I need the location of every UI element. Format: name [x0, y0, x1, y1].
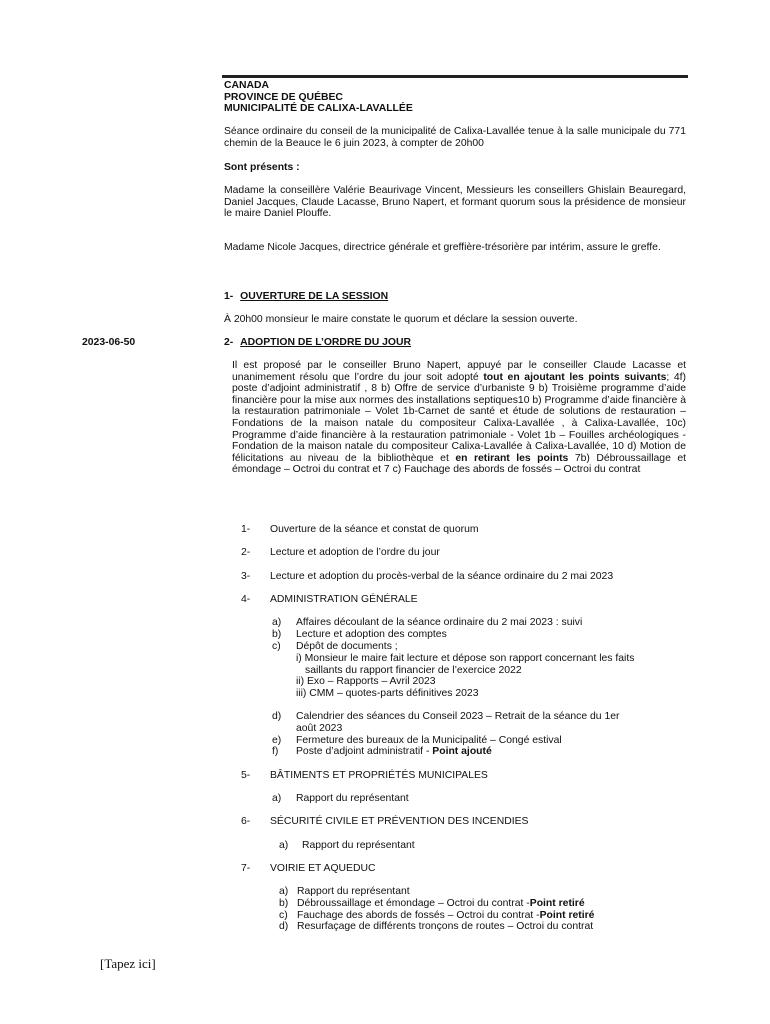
resolution-bold-added: tout en ajoutant les points suivants	[483, 371, 667, 383]
header-municipality: MUNICIPALITÉ DE CALIXA-LAVALLÉE	[224, 103, 413, 115]
sub-item-label: Affaires découlant de la séance ordinaire du 2 mai 2023 : suivi	[296, 617, 583, 628]
agenda-item-label: SÉCURITÉ CIVILE ET PRÉVENTION DES INCENDIES	[270, 816, 529, 827]
presents-title: Sont présents :	[224, 162, 300, 173]
sub-item-letter: a)	[272, 793, 282, 804]
agenda-item-number: 7-	[241, 863, 251, 874]
sub-item-letter: b)	[272, 629, 282, 640]
resolution-text-part-1: Il est proposé par le conseiller Bruno Napert, appuyé par le conseiller Claude Lacasse et unanimement résolu que l’ordre du jour soit adopté	[232, 360, 686, 383]
agenda-item-label: ADMINISTRATION GÉNÉRALE	[270, 594, 418, 605]
sub-item-letter: b)	[279, 898, 289, 909]
point-added-badge: Point ajouté	[432, 746, 492, 757]
resolution-text-part-2: ; 4f) poste d’adjoint administratif , 8 b) Offre de service d’urbaniste 9 b) Troisième programme d’aide financière pour la mise aux normes des installations septiques10 b) Programme d’aide financière à la restauration patrimoniale – Volet 1b-Carnet de santé et étude de solutions de restauration – Fondations de la maison natale du compositeur Calixa-Lavallée , à Calixa-Lavallée, 10c) Programme d’aide financière à la restauration patrimoniale - Volet 1b – Fouilles archéologiques - Fondation de la maison natale du compositeur Calixa-Lavallée à Calixa-Lavallée, 10 d) Motion de félicitations au niveau de la bibliothèque et	[232, 371, 686, 464]
section-1-number: 1-	[224, 291, 234, 302]
section-1-title: OUVERTURE DE LA SESSION	[240, 291, 389, 302]
section-1-heading	[224, 291, 388, 303]
header-province: PROVINCE DE QUÉBEC	[224, 91, 343, 103]
section-2-resolution-text	[232, 360, 686, 476]
sub-sub-item-label: saillants du rapport financier de l’exercice 2022	[305, 665, 522, 676]
agenda-item-number: 6-	[241, 816, 251, 827]
section-2-title: ADOPTION DE L’ORDRE DU JOUR	[240, 337, 412, 348]
sub-item-label: Lecture et adoption des comptes	[296, 629, 447, 640]
sub-item-label	[297, 910, 594, 922]
sub-item-label: Rapport du représentant	[296, 793, 409, 804]
resolution-number: 2023-06-50	[82, 337, 136, 348]
sub-item-letter: c)	[279, 910, 288, 921]
section-1-text: À 20h00 monsieur le maire constate le quorum et déclare la session ouverte.	[224, 314, 578, 325]
sub-item-label: Rapport du représentant	[302, 840, 415, 851]
point-removed-badge: Point retiré	[529, 898, 585, 909]
agenda-item-label: Lecture et adoption de l’ordre du jour	[270, 547, 440, 558]
header-country: CANADA	[224, 80, 270, 91]
resolution-text-part-3: 7b) Débroussaillage et émondage – Octroi du contrat et 7 c) Fauchage des abords de fossés – Octroi du contrat	[232, 452, 686, 476]
header-rule	[222, 75, 688, 78]
sub-item-label: Rapport du représentant	[297, 886, 410, 897]
sub-item-text: Fauchage des abords de fossés – Octroi du contrat -	[297, 910, 540, 921]
sub-item-letter: d)	[272, 711, 282, 722]
agenda-item-label: VOIRIE ET AQUEDUC	[270, 863, 376, 874]
sub-item-text: Débroussaillage et émondage – Octroi du contrat -	[297, 898, 530, 909]
section-2-number: 2-	[224, 337, 234, 348]
agenda-item-label: Lecture et adoption du procès-verbal de la séance ordinaire du 2 mai 2023	[270, 571, 614, 582]
footer-placeholder: [Tapez ici]	[100, 956, 156, 971]
agenda-item-number: 2-	[241, 547, 251, 558]
sub-sub-item-label: iii) CMM – quotes-parts définitives 2023	[296, 688, 479, 699]
sub-item-label: Dépôt de documents ;	[296, 641, 398, 652]
sub-item-label	[296, 746, 492, 758]
sub-sub-item-label: i) Monsieur le maire fait lecture et dépose son rapport concernant les faits	[296, 653, 635, 664]
sub-item-letter: a)	[272, 617, 282, 628]
presents-paragraph: Madame la conseillère Valérie Beaurivage Vincent, Messieurs les conseillers Ghislain Beauregard, Daniel Jacques, Claude Lacasse, Bruno Napert, et formant quorum sous la présidence de monsieur le maire Daniel Plouffe.	[224, 185, 686, 220]
agenda-item-number: 4-	[241, 594, 251, 605]
sub-item-label: Resurfaçage de différents tronçons de routes – Octroi du contrat	[297, 921, 594, 932]
sub-item-letter: e)	[272, 735, 282, 746]
sub-item-letter: c)	[272, 641, 281, 652]
greffe-paragraph: Madame Nicole Jacques, directrice générale et greffière-trésorière par intérim, assure le greffe.	[224, 242, 661, 253]
sub-item-label: Fermeture des bureaux de la Municipalité – Congé estival	[296, 735, 562, 746]
resolution-bold-removed: en retirant les points	[455, 452, 569, 464]
sub-item-label-continued: août 2023	[296, 723, 343, 734]
point-removed-badge: Point retiré	[539, 910, 595, 921]
intro-paragraph: Séance ordinaire du conseil de la municipalité de Calixa-Lavallée tenue à la salle municipale du 771 chemin de la Beauce le 6 juin 2023, à compter de 20h00	[224, 126, 686, 149]
sub-item-letter: f)	[272, 746, 279, 757]
sub-item-text: Poste d’adjoint administratif -	[296, 746, 433, 757]
agenda-item-number: 3-	[241, 571, 251, 582]
document-header	[224, 80, 413, 115]
agenda-item-number: 5-	[241, 770, 251, 781]
sub-item-letter: a)	[279, 886, 289, 897]
section-2-heading	[224, 337, 411, 349]
sub-item-label: Calendrier des séances du Conseil 2023 – Retrait de la séance du 1er	[296, 711, 620, 722]
agenda-item-label: Ouverture de la séance et constat de quorum	[270, 524, 479, 535]
agenda-item-number: 1-	[241, 524, 251, 535]
agenda-item-label: BÂTIMENTS ET PROPRIÉTÉS MUNICIPALES	[270, 770, 488, 781]
sub-item-letter: d)	[279, 921, 289, 932]
sub-item-letter: a)	[279, 840, 289, 851]
sub-item-label	[297, 898, 585, 910]
sub-sub-item-label: ii) Exo – Rapports – Avril 2023	[296, 676, 436, 687]
